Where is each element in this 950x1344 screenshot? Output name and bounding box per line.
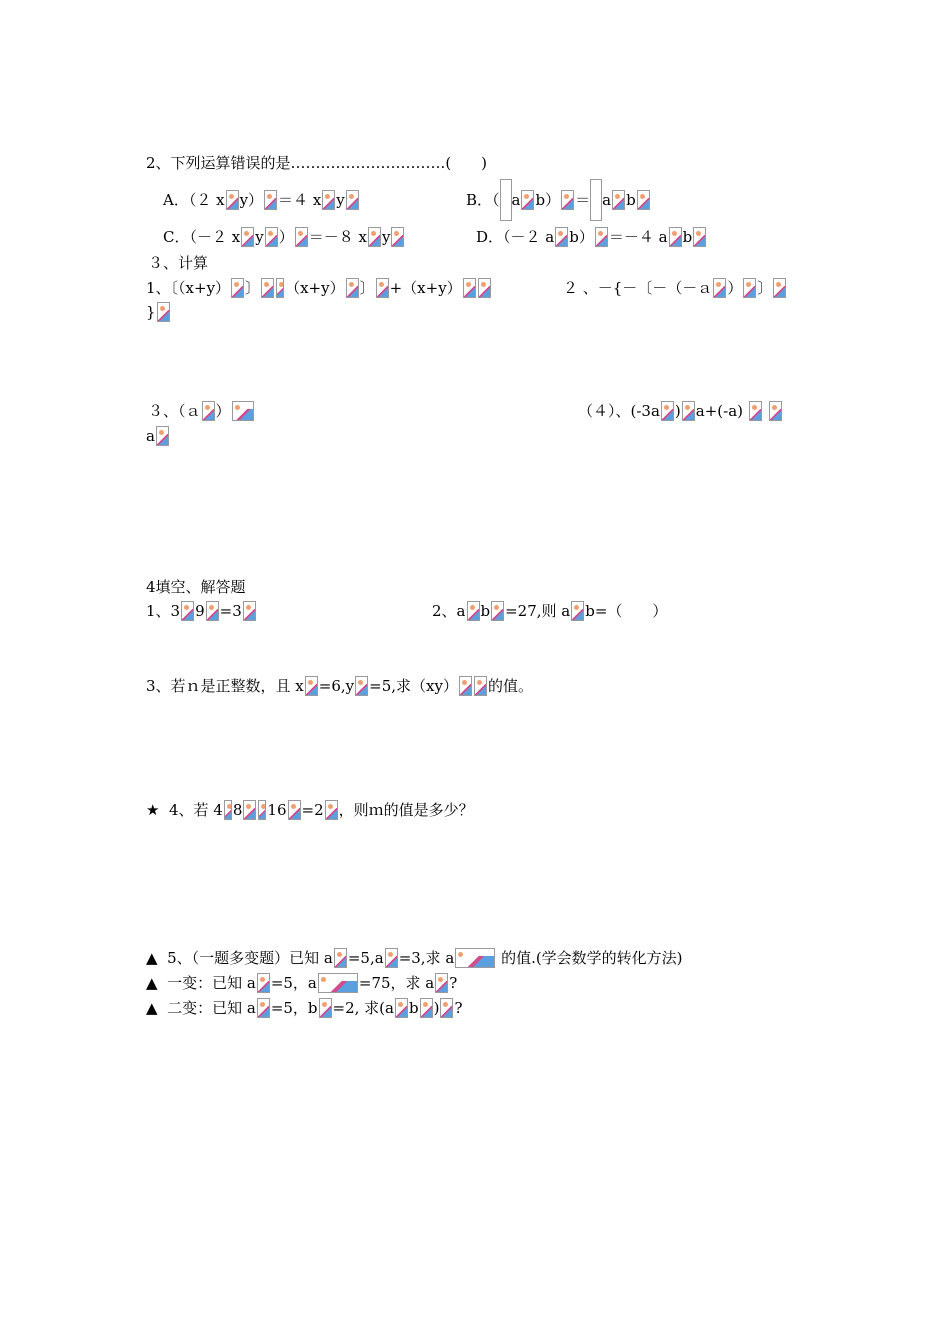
broken-image-icon (693, 227, 706, 247)
broken-image-icon (276, 278, 284, 298)
fill-problem-4: ★ 4、若 4 8 16 =2 ，则ｍ的值是多少？ (146, 801, 474, 819)
broken-image-icon (555, 227, 568, 247)
option-c: C．（－２ x y ） ＝－８ x y (163, 226, 405, 247)
broken-image-icon (325, 800, 338, 820)
question-2-stem: 2、下列运算错误的是………………………….( ) (146, 154, 488, 172)
calc-problem-4-cont: a (146, 425, 170, 446)
broken-image-icon (440, 998, 453, 1018)
broken-image-icon (224, 800, 232, 820)
broken-image-icon (612, 190, 625, 210)
broken-image-icon (257, 998, 270, 1018)
broken-image-icon (682, 401, 695, 421)
triangle-icon: ▲ (146, 974, 158, 992)
broken-image-icon (261, 278, 274, 298)
fill-problem-1: 1、3 9 =3 (146, 600, 257, 621)
broken-image-icon (713, 278, 726, 298)
broken-image-icon (749, 401, 762, 421)
broken-image-icon (226, 190, 239, 210)
triangle-icon: ▲ (146, 999, 158, 1017)
broken-image-icon (669, 227, 682, 247)
broken-image-icon (769, 401, 782, 421)
broken-image-icon (467, 601, 480, 621)
broken-image-icon (243, 601, 256, 621)
broken-image-icon (318, 973, 358, 993)
broken-image-icon (661, 401, 674, 421)
broken-image-icon (561, 190, 574, 210)
fraction-placeholder (590, 179, 602, 221)
broken-image-icon (305, 676, 318, 696)
broken-image-icon (346, 278, 359, 298)
broken-image-icon (295, 227, 308, 247)
calc-problem-2-cont: } (146, 301, 171, 322)
broken-image-icon (595, 227, 608, 247)
broken-image-icon (355, 676, 368, 696)
broken-image-icon (346, 190, 359, 210)
broken-image-icon (385, 948, 398, 968)
broken-image-icon (368, 227, 381, 247)
broken-image-icon (491, 601, 504, 621)
broken-image-icon (265, 227, 278, 247)
calc-problem-4: （４）、(-3a ) a+(-a) (578, 400, 783, 421)
broken-image-icon (206, 601, 219, 621)
broken-image-icon (463, 278, 476, 298)
triangle-icon: ▲ (146, 949, 158, 967)
fill-problem-3: 3、若ｎ是正整数，且 x =6,y =5,求（xy） 的值。 (146, 677, 533, 695)
calc-problem-3: ３、（ａ ） (148, 400, 255, 421)
calc-problem-2: ２ 、－{－〔－（－ａ ） 〕 (563, 277, 787, 298)
broken-image-icon (637, 190, 650, 210)
option-d: D．（－２ a b） ＝－４ a b (476, 226, 707, 247)
section-4-title: 4填空、解答题 (146, 578, 246, 596)
broken-image-icon (319, 998, 332, 1018)
broken-image-icon (571, 601, 584, 621)
broken-image-icon (243, 800, 256, 820)
broken-image-icon (232, 401, 254, 421)
star-icon: ★ (146, 801, 160, 819)
broken-image-icon (157, 302, 170, 322)
broken-image-icon (241, 227, 254, 247)
calc-problem-1: 1、〔（x+y） 〕 （x+y） 〕 +（x+y） (146, 277, 492, 298)
broken-image-icon (156, 426, 169, 446)
broken-image-icon (395, 998, 408, 1018)
broken-image-icon (743, 278, 756, 298)
broken-image-icon (231, 278, 244, 298)
section-3-title: ３、计算 (148, 254, 209, 272)
broken-image-icon (334, 948, 347, 968)
broken-image-icon (435, 973, 448, 993)
option-a: A．（２ x y） ＝４ x y (163, 189, 360, 210)
fraction-placeholder (500, 179, 512, 221)
broken-image-icon (258, 800, 266, 820)
broken-image-icon (288, 800, 301, 820)
broken-image-icon (322, 190, 335, 210)
broken-image-icon (257, 973, 270, 993)
broken-image-icon (420, 998, 433, 1018)
broken-image-icon (181, 601, 194, 621)
broken-image-icon (478, 278, 491, 298)
broken-image-icon (474, 676, 487, 696)
broken-image-icon (521, 190, 534, 210)
fill-problem-5: ▲ 5、（一题多变题）已知 a =5,a =3,求 a 的值.(学会数学的转化方法) (146, 949, 683, 967)
fill-problem-2: 2、a b =27,则 a b=（ ） (432, 602, 668, 620)
broken-image-icon (376, 278, 389, 298)
broken-image-icon (391, 227, 404, 247)
broken-image-icon (459, 676, 472, 696)
variant-2: ▲ 二变：已知 a =5，b =2, 求(a b ) ? (146, 999, 463, 1017)
variant-1: ▲ 一变：已知 a =5，a =75，求 a ? (146, 974, 458, 992)
broken-image-icon (264, 190, 277, 210)
broken-image-icon (773, 278, 786, 298)
option-b: B．（ a b） ＝ a b (466, 178, 651, 221)
broken-image-icon (455, 948, 495, 968)
broken-image-icon (202, 401, 215, 421)
